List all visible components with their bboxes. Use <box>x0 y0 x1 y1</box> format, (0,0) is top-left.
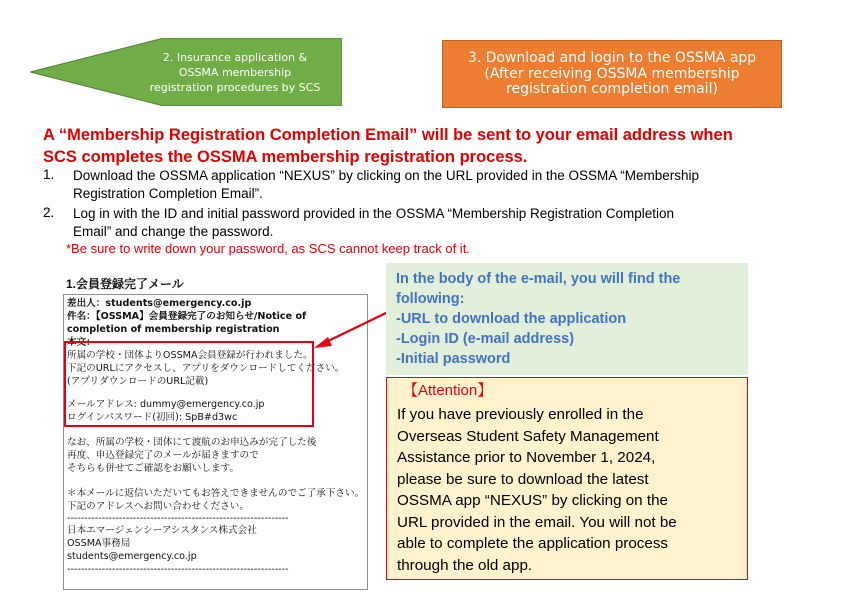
email-para-line-3: そちらも併せてご確認をお願いします。 <box>67 463 239 474</box>
email-password-line: ログインパスワード(初回): SpB#d3wc <box>67 412 238 423</box>
email-body-line-1: 所属の学校・団体よりOSSMA会員登録が行われました。 <box>67 350 313 361</box>
email-subject-line-2: completion of membership registration <box>67 324 280 335</box>
email-para-line-1: なお、所属の学校・団体にて渡航のお申込みが完了した後 <box>67 437 317 448</box>
email-address-line: メールアドレス: dummy@emergency.co.jp <box>67 399 265 410</box>
arrow-icon <box>300 305 395 365</box>
attention-title: 【Attention】 <box>403 382 493 399</box>
email-divider-top: ---------------------------------------------------------------- <box>67 513 289 524</box>
email-contact: students@emergency.co.jp <box>67 551 197 562</box>
step-2-number: 2. <box>43 205 55 220</box>
password-note: *Be sure to write down your password, as SCS cannot keep track of it. <box>66 241 470 256</box>
email-body-line-3: (アプリダウンロードのURL記載) <box>67 376 209 387</box>
email-divider-bottom: ---------------------------------------------------------------- <box>67 564 289 575</box>
email-subject-line-1: 件名：【OSSMA】会員登録完了のお知らせ/Notice of <box>67 311 307 322</box>
email-para-line-2: 再度、申込登録完了のメールが届きますので <box>67 450 259 461</box>
highlight-box <box>64 341 314 427</box>
attention-box <box>386 377 748 580</box>
email-office: OSSMA事務局 <box>67 538 131 549</box>
step2-label: 2. Insurance application & OSSMA membership registration procedures by SCS <box>149 51 321 94</box>
email-body-label: 本文： <box>67 337 96 348</box>
email-from: 差出人：students@emergency.co.jp <box>67 298 252 309</box>
email-body-line-2: 下記のURLにアクセスし、アプリをダウンロードしてください。 <box>67 363 345 374</box>
email-company: 日本エマージェンシーアシスタンス株式会社 <box>67 525 257 536</box>
step-2-text: Log in with the ID and initial password provided in the OSSMA “Membership Registration Completion Email” and change the password. <box>73 206 675 239</box>
step-1-text: Download the OSSMA application “NEXUS” by clicking on the URL provided in the OSSMA “Membership Registration Completion Email”. <box>73 168 700 201</box>
headline: A “Membership Registration Completion Email” will be sent to your email address when SCS completes the OSSMA membership registration process. <box>43 126 733 166</box>
info-box: In the body of the e-mail, you will find the following: -URL to download the application -Login ID (e-mail address) -Initial password <box>386 263 748 375</box>
email-title: 1.会員登録完了メール <box>66 277 184 291</box>
step-1-number: 1. <box>43 167 55 182</box>
attention-body: If you have previously enrolled in the Overseas Student Safety Management Assistance prior to November 1, 2024, please be sure to download the latest OSSMA app “NEXUS” by clicking on the URL provided in the email. You will not be able to complete the application process through the old app. <box>397 406 677 574</box>
email-para-line-4: ＊本メールに返信いただいてもお答えできませんのでご了承下さい。 <box>67 488 365 499</box>
step3-box: 3. Download and login to the OSSMA app (After receiving OSSMA membership registration completion email) <box>442 40 782 108</box>
email-para-line-5: 下記のアドレスへお問い合わせください。 <box>67 501 249 512</box>
